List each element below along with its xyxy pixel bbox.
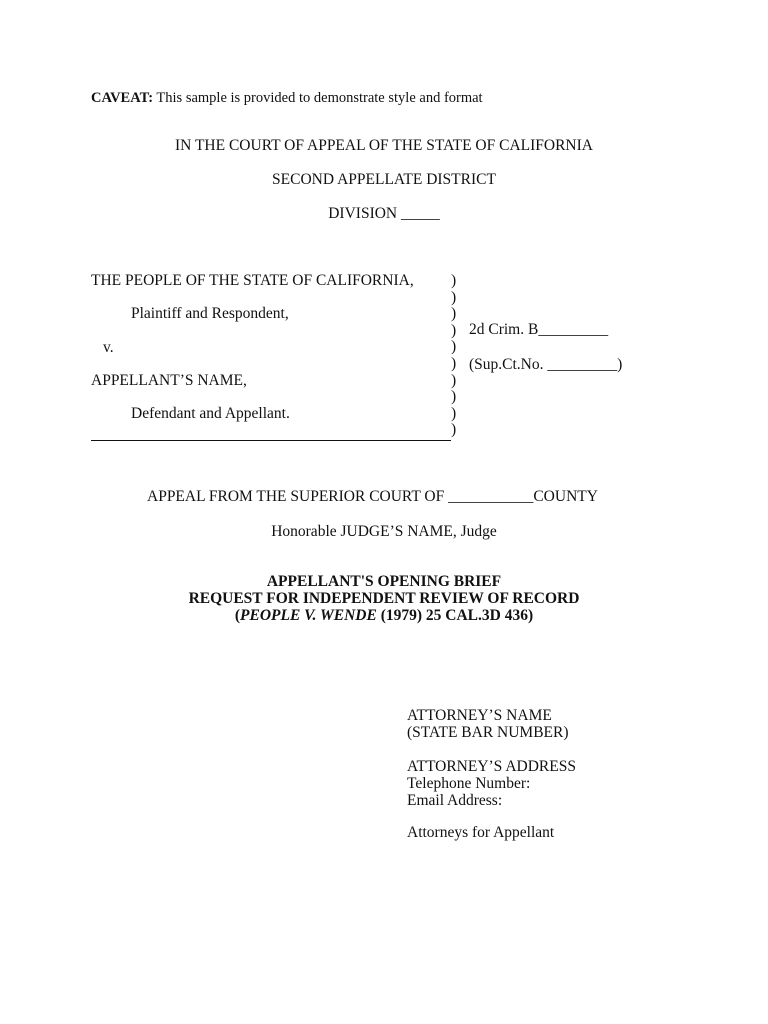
court-name: IN THE COURT OF APPEAL OF THE STATE OF CALIFORNIA [175, 137, 593, 154]
citation-rest: (1979) 25 CAL.3D 436) [376, 607, 534, 624]
brief-subtitle: REQUEST FOR INDEPENDENT REVIEW OF RECORD [188, 590, 580, 607]
attorney-bar-number: (STATE BAR NUMBER) [407, 724, 569, 741]
crim-case-number: 2d Crim. B_________ [469, 321, 609, 338]
caption-divider [91, 440, 451, 441]
judge-name: Honorable JUDGE’S NAME, Judge [271, 523, 497, 540]
citation-open: ( [234, 607, 241, 624]
caption-paren: ) [451, 272, 457, 289]
caption-paren: ) [451, 404, 457, 422]
caveat-label: CAVEAT: [91, 90, 154, 106]
division: DIVISION _____ [328, 205, 440, 222]
superior-court-number: (Sup.Ct.No. _________) [469, 356, 623, 373]
attorney-telephone: Telephone Number: [407, 775, 531, 792]
attorney-name: ATTORNEY’S NAME [407, 707, 552, 724]
appeal-from: APPEAL FROM THE SUPERIOR COURT OF ___________COUNTY [147, 488, 598, 505]
caption-paren: ) [451, 421, 457, 439]
caption-paren: ) [451, 288, 457, 306]
defendant-name: APPELLANT’S NAME, [91, 372, 247, 389]
caption-paren: ) [451, 371, 457, 389]
caveat-text: This sample is provided to demonstrate style and format [153, 90, 483, 106]
versus: v. [103, 339, 114, 356]
brief-citation [0, 608, 768, 624]
caption-paren: ) [451, 321, 457, 339]
caption-paren-column [451, 273, 463, 443]
citation-case-name: PEOPLE V. WENDE [240, 607, 377, 624]
attorney-address: ATTORNEY’S ADDRESS [407, 758, 576, 775]
caveat-notice [91, 91, 483, 106]
plaintiff-name: THE PEOPLE OF THE STATE OF CALIFORNIA, [91, 272, 414, 289]
brief-title: APPELLANT'S OPENING BRIEF [266, 573, 502, 590]
caption-paren: ) [451, 338, 457, 356]
appellate-district: SECOND APPELLATE DISTRICT [272, 171, 496, 188]
plaintiff-role: Plaintiff and Respondent, [131, 305, 289, 322]
attorney-role: Attorneys for Appellant [407, 824, 555, 841]
defendant-role: Defendant and Appellant. [131, 405, 290, 422]
caption-paren: ) [451, 355, 457, 372]
attorney-email: Email Address: [407, 792, 503, 809]
caption-paren: ) [451, 388, 457, 406]
caption-paren: ) [451, 305, 457, 323]
